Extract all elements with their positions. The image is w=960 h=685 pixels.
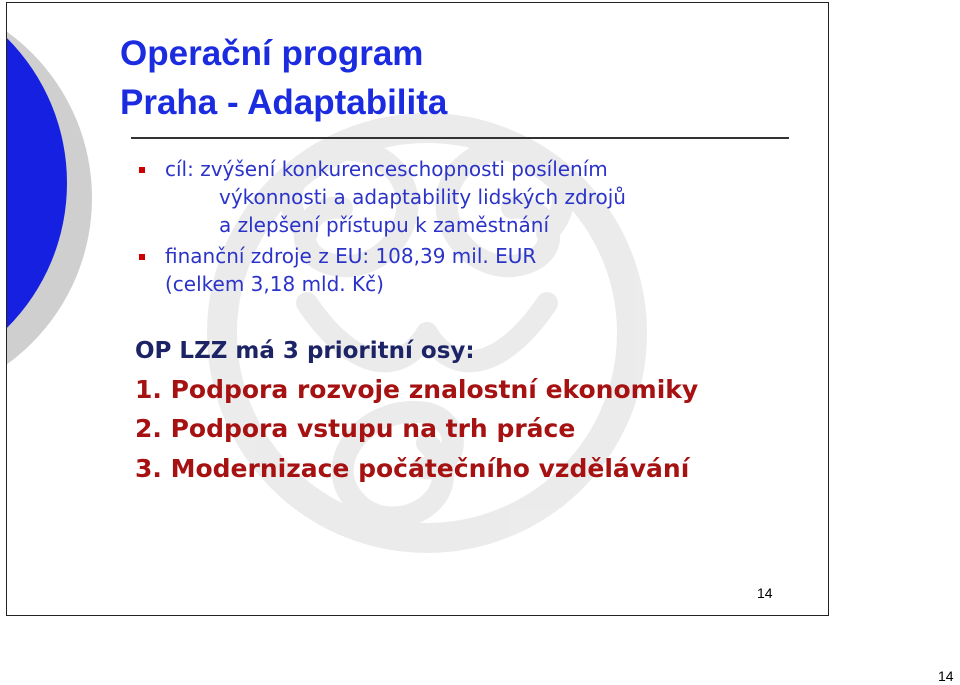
bullet-2-line-2: (celkem 3,18 mld. Kč): [165, 272, 384, 296]
square-bullet-icon: [139, 254, 145, 260]
priorities-heading: OP LZZ má 3 prioritní osy:: [135, 338, 475, 364]
bullet-2-line-1: finanční zdroje z EU: 108,39 mil. EUR: [165, 244, 537, 268]
square-bullet-icon: [139, 167, 145, 173]
priority-item-1: 1. Podpora rozvoje znalostní ekonomiky: [135, 375, 699, 404]
slide-title-line-2: Praha - Adaptabilita: [120, 83, 448, 122]
bullet-1-line-3: a zlepšení přístupu k zaměstnání: [219, 213, 550, 237]
bullet-1-line-1: cíl: zvýšení konkurenceschopnosti posílením: [165, 157, 608, 181]
slide-title-line-1: Operační program: [120, 34, 424, 73]
bullet-1-line-2: výkonnosti a adaptability lidských zdrojů: [219, 185, 626, 209]
priority-item-2: 2. Podpora vstupu na trh práce: [135, 414, 576, 443]
priority-item-3: 3. Modernizace počátečního vzdělávání: [135, 454, 690, 483]
slide-number: 14: [757, 585, 773, 601]
slide: [6, 2, 829, 616]
page-number: 14: [938, 668, 954, 684]
title-divider: [131, 137, 789, 139]
